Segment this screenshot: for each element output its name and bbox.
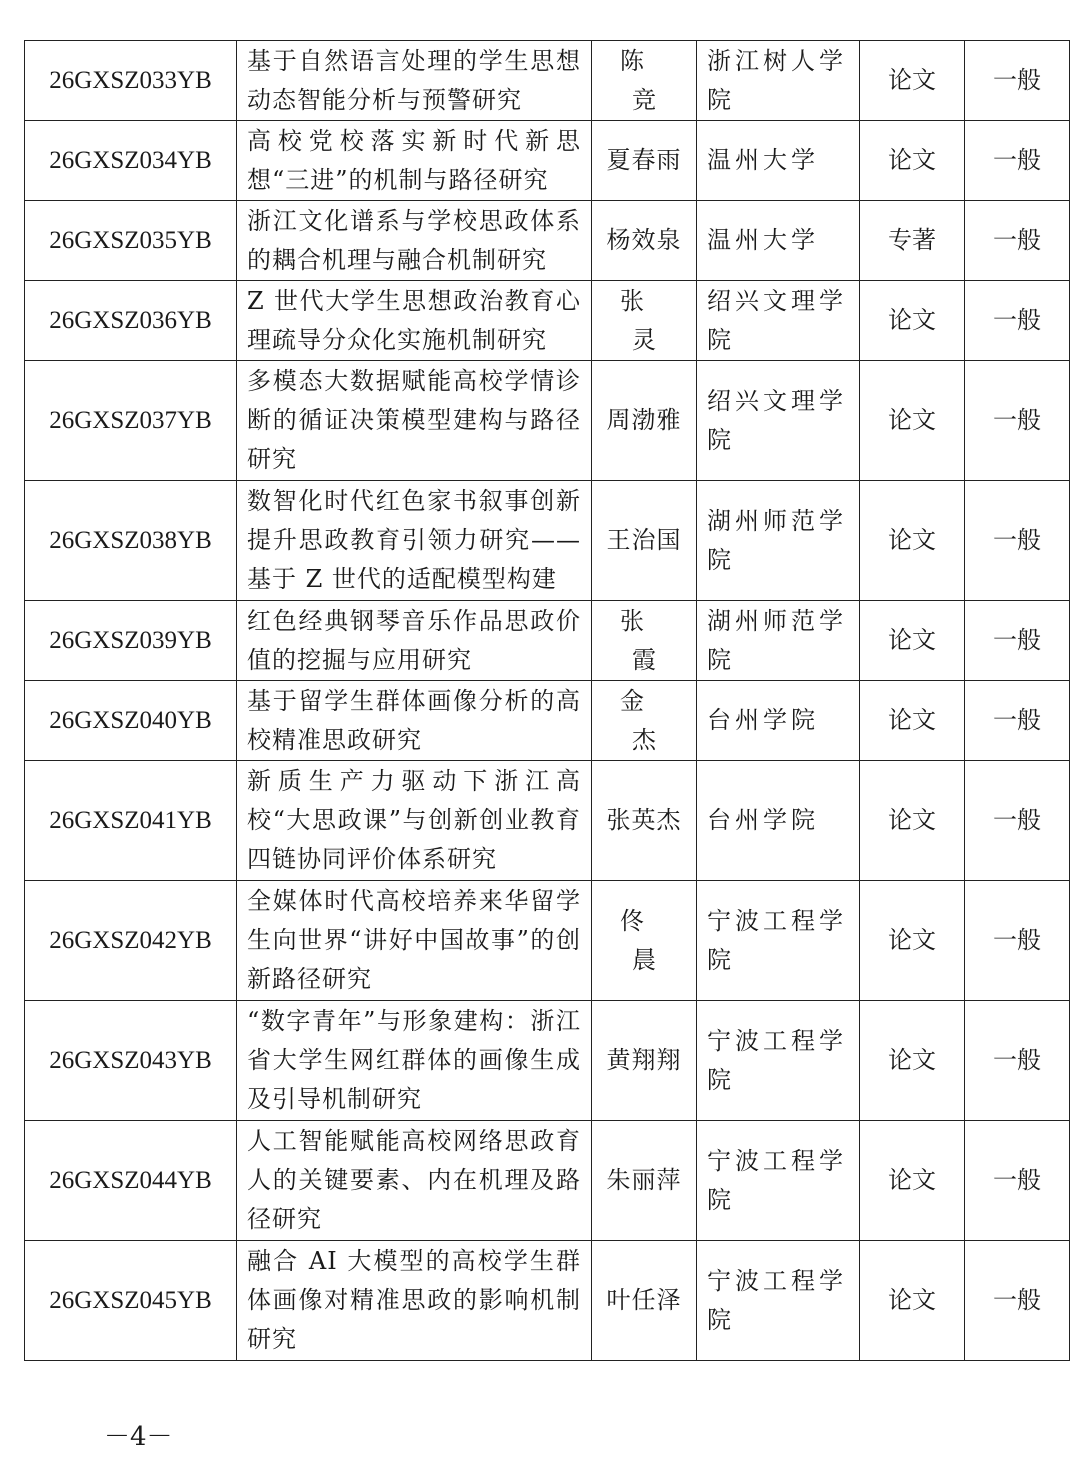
- unit-cell: [697, 1121, 860, 1241]
- project-title-cell: [237, 361, 592, 481]
- unit-cell: [697, 1241, 860, 1361]
- table-body: [25, 41, 1070, 1361]
- unit-text: 宁波工程学院: [707, 1146, 847, 1214]
- unit-cell: [697, 201, 860, 281]
- project-code-cell: [25, 761, 237, 881]
- unit-cell: [697, 281, 860, 361]
- table-row: [25, 1121, 1070, 1241]
- principal-name-cell: [592, 881, 697, 1001]
- project-code-cell: [25, 41, 237, 121]
- project-code-text: 26GXSZ037YB: [49, 407, 212, 434]
- project-code-text: 26GXSZ041YB: [49, 807, 212, 834]
- project-code-text: 26GXSZ042YB: [49, 927, 212, 954]
- unit-cell: [697, 681, 860, 761]
- project-level-text: 一般: [993, 406, 1041, 434]
- unit-text: 宁波工程学院: [707, 906, 847, 974]
- principal-name-cell: [592, 201, 697, 281]
- unit-cell: [697, 361, 860, 481]
- table-row: [25, 481, 1070, 601]
- result-type-cell: [860, 121, 965, 201]
- result-type-text: 论文: [888, 306, 936, 334]
- result-type-cell: [860, 281, 965, 361]
- project-code-text: 26GXSZ040YB: [49, 707, 212, 734]
- table-row: [25, 121, 1070, 201]
- result-type-cell: [860, 1241, 965, 1361]
- table-row: [25, 881, 1070, 1001]
- project-level-cell: [965, 601, 1070, 681]
- project-title-text: 融合 AI 大模型的高校学生群体画像对精准思政的影响机制研究: [247, 1247, 581, 1353]
- project-level-cell: [965, 201, 1070, 281]
- result-type-text: 论文: [888, 1286, 936, 1314]
- project-code-cell: [25, 121, 237, 201]
- project-title-text: 全媒体时代高校培养来华留学生向世界“讲好中国故事”的创新路径研究: [247, 887, 581, 993]
- unit-cell: [697, 881, 860, 1001]
- project-code-text: 26GXSZ036YB: [49, 307, 212, 334]
- project-title-cell: [237, 761, 592, 881]
- principal-name-text: 佟晨: [620, 906, 680, 974]
- unit-text: 宁波工程学院: [707, 1266, 847, 1334]
- table-row: [25, 1001, 1070, 1121]
- project-level-text: 一般: [993, 626, 1041, 654]
- result-type-cell: [860, 1121, 965, 1241]
- project-code-cell: [25, 481, 237, 601]
- project-level-cell: [965, 41, 1070, 121]
- principal-name-text: 叶任泽: [606, 1286, 682, 1314]
- project-title-cell: [237, 601, 592, 681]
- result-type-cell: [860, 681, 965, 761]
- project-title-text: Z 世代大学生思想政治教育心理疏导分众化实施机制研究: [247, 286, 581, 354]
- unit-text: 浙江树人学院: [707, 46, 847, 114]
- principal-name-cell: [592, 1241, 697, 1361]
- result-type-cell: [860, 201, 965, 281]
- result-type-cell: [860, 41, 965, 121]
- project-level-cell: [965, 1121, 1070, 1241]
- result-type-cell: [860, 881, 965, 1001]
- project-title-cell: [237, 201, 592, 281]
- project-level-cell: [965, 761, 1070, 881]
- project-title-cell: [237, 481, 592, 601]
- principal-name-text: 朱丽萍: [606, 1166, 682, 1194]
- table-row: [25, 281, 1070, 361]
- table-row: [25, 1241, 1070, 1361]
- result-type-text: 论文: [888, 526, 936, 554]
- principal-name-text: 杨效泉: [606, 226, 682, 254]
- project-level-cell: [965, 121, 1070, 201]
- table-row: [25, 601, 1070, 681]
- result-type-text: 论文: [888, 1046, 936, 1074]
- project-code-cell: [25, 1001, 237, 1121]
- project-code-cell: [25, 681, 237, 761]
- project-level-text: 一般: [993, 1166, 1041, 1194]
- principal-name-text: 张霞: [620, 606, 680, 674]
- project-level-text: 一般: [993, 926, 1041, 954]
- result-type-text: 论文: [888, 626, 936, 654]
- table-row: [25, 201, 1070, 281]
- project-title-text: 高校党校落实新时代新思想“三进”的机制与路径研究: [247, 126, 581, 194]
- project-title-text: 多模态大数据赋能高校学情诊断的循证决策模型建构与路径研究: [247, 367, 581, 473]
- unit-text: 台州学院: [707, 706, 819, 734]
- project-title-cell: [237, 41, 592, 121]
- project-code-cell: [25, 601, 237, 681]
- project-title-cell: [237, 121, 592, 201]
- result-type-text: 论文: [888, 406, 936, 434]
- page-number: －4－: [104, 1422, 173, 1452]
- project-level-text: 一般: [993, 1046, 1041, 1074]
- unit-cell: [697, 601, 860, 681]
- unit-text: 绍兴文理学院: [707, 286, 847, 354]
- unit-text: 绍兴文理学院: [707, 386, 847, 454]
- project-title-text: “数字青年”与形象建构：浙江省大学生网红群体的画像生成及引导机制研究: [247, 1007, 581, 1113]
- project-code-text: 26GXSZ045YB: [49, 1287, 212, 1314]
- project-code-text: 26GXSZ035YB: [49, 227, 212, 254]
- principal-name-cell: [592, 41, 697, 121]
- project-code-cell: [25, 881, 237, 1001]
- principal-name-text: 陈竞: [620, 46, 680, 114]
- project-title-text: 人工智能赋能高校网络思政育人的关键要素、内在机理及路径研究: [247, 1127, 581, 1233]
- principal-name-text: 周渤雅: [606, 406, 682, 434]
- principal-name-cell: [592, 281, 697, 361]
- unit-text: 湖州师范学院: [707, 606, 847, 674]
- project-code-text: 26GXSZ044YB: [49, 1167, 212, 1194]
- principal-name-cell: [592, 121, 697, 201]
- project-level-cell: [965, 1001, 1070, 1121]
- project-title-text: 基于留学生群体画像分析的高校精准思政研究: [247, 686, 581, 754]
- project-level-cell: [965, 361, 1070, 481]
- project-code-cell: [25, 281, 237, 361]
- principal-name-cell: [592, 601, 697, 681]
- project-level-text: 一般: [993, 806, 1041, 834]
- unit-text: 温州大学: [707, 146, 819, 174]
- project-level-cell: [965, 1241, 1070, 1361]
- unit-cell: [697, 481, 860, 601]
- project-level-text: 一般: [993, 526, 1041, 554]
- project-title-text: 浙江文化谱系与学校思政体系的耦合机理与融合机制研究: [247, 206, 581, 274]
- unit-cell: [697, 761, 860, 881]
- result-type-text: 论文: [888, 926, 936, 954]
- result-type-text: 论文: [888, 66, 936, 94]
- project-title-text: 基于自然语言处理的学生思想动态智能分析与预警研究: [247, 46, 581, 114]
- project-code-text: 26GXSZ043YB: [49, 1047, 212, 1074]
- project-title-cell: [237, 681, 592, 761]
- result-type-cell: [860, 1001, 965, 1121]
- table-row: [25, 41, 1070, 121]
- project-code-text: 26GXSZ038YB: [49, 527, 212, 554]
- principal-name-text: 夏春雨: [606, 146, 682, 174]
- project-level-cell: [965, 681, 1070, 761]
- principal-name-cell: [592, 1121, 697, 1241]
- principal-name-cell: [592, 681, 697, 761]
- project-code-cell: [25, 201, 237, 281]
- project-level-text: 一般: [993, 226, 1041, 254]
- project-level-text: 一般: [993, 306, 1041, 334]
- project-title-text: 数智化时代红色家书叙事创新提升思政教育引领力研究——基于 Z 世代的适配模型构建: [247, 487, 581, 593]
- result-type-cell: [860, 601, 965, 681]
- project-code-cell: [25, 1121, 237, 1241]
- project-table: [24, 40, 1070, 1361]
- project-level-cell: [965, 881, 1070, 1001]
- project-code-text: 26GXSZ034YB: [49, 147, 212, 174]
- principal-name-text: 金杰: [620, 686, 680, 754]
- project-title-text: 红色经典钢琴音乐作品思政价值的挖掘与应用研究: [247, 606, 581, 674]
- project-code-cell: [25, 1241, 237, 1361]
- project-level-text: 一般: [993, 146, 1041, 174]
- project-title-text: 新质生产力驱动下浙江高校“大思政课”与创新创业教育四链协同评价体系研究: [247, 767, 581, 873]
- result-type-text: 论文: [888, 1166, 936, 1194]
- principal-name-text: 张灵: [620, 286, 680, 354]
- result-type-cell: [860, 761, 965, 881]
- table-row: [25, 361, 1070, 481]
- result-type-text: 论文: [888, 706, 936, 734]
- project-level-text: 一般: [993, 706, 1041, 734]
- principal-name-text: 黄翔翔: [606, 1046, 682, 1074]
- result-type-cell: [860, 361, 965, 481]
- project-level-cell: [965, 481, 1070, 601]
- project-code-text: 26GXSZ039YB: [49, 627, 212, 654]
- project-level-text: 一般: [993, 66, 1041, 94]
- principal-name-text: 张英杰: [606, 806, 682, 834]
- principal-name-cell: [592, 481, 697, 601]
- result-type-text: 专著: [888, 226, 936, 254]
- unit-cell: [697, 121, 860, 201]
- table-row: [25, 761, 1070, 881]
- unit-text: 湖州师范学院: [707, 506, 847, 574]
- table-row: [25, 681, 1070, 761]
- principal-name-cell: [592, 1001, 697, 1121]
- project-level-text: 一般: [993, 1286, 1041, 1314]
- project-code-cell: [25, 361, 237, 481]
- unit-text: 温州大学: [707, 226, 819, 254]
- project-title-cell: [237, 281, 592, 361]
- project-title-cell: [237, 1241, 592, 1361]
- unit-text: 宁波工程学院: [707, 1026, 847, 1094]
- project-code-text: 26GXSZ033YB: [49, 67, 212, 94]
- principal-name-text: 王治国: [606, 526, 682, 554]
- project-level-cell: [965, 281, 1070, 361]
- project-title-cell: [237, 1001, 592, 1121]
- result-type-text: 论文: [888, 806, 936, 834]
- project-title-cell: [237, 881, 592, 1001]
- principal-name-cell: [592, 361, 697, 481]
- unit-cell: [697, 41, 860, 121]
- project-title-cell: [237, 1121, 592, 1241]
- result-type-text: 论文: [888, 146, 936, 174]
- result-type-cell: [860, 481, 965, 601]
- unit-cell: [697, 1001, 860, 1121]
- unit-text: 台州学院: [707, 806, 819, 834]
- principal-name-cell: [592, 761, 697, 881]
